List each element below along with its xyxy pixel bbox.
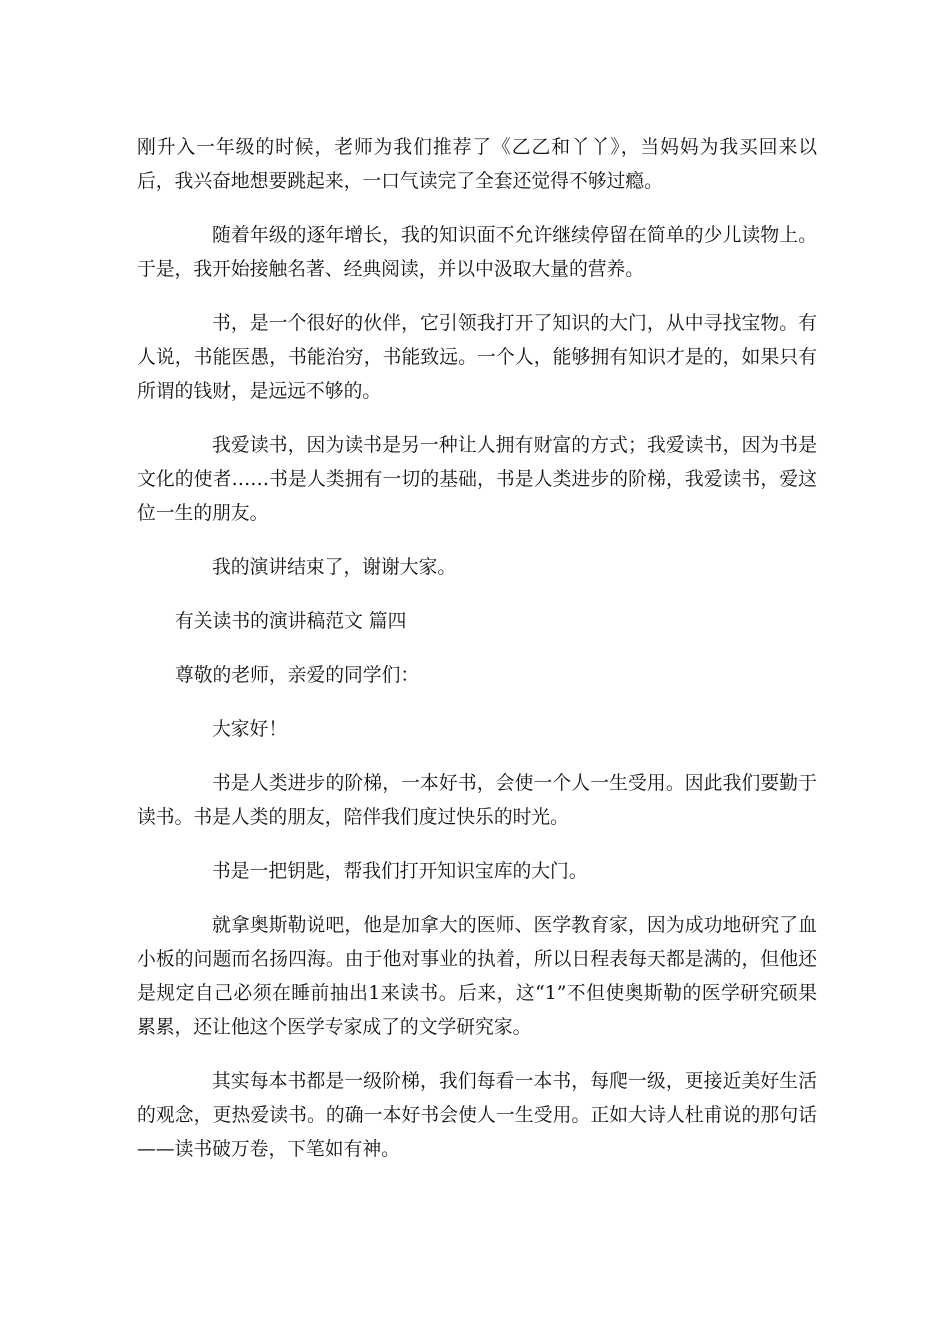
paragraph: 我的演讲结束了，谢谢大家。 [212,557,457,578]
paragraph: 书是一把钥匙，帮我们打开知识宝库的大门。 [212,861,588,882]
paragraph: 我爱读书，因为读书是另一种让人拥有财富的方式；我爱读书，因为书是文化的使者……书是人类拥有一切的基础，书是人类进步的阶梯，我爱读书，爱这位一生的朋友。 [137,435,817,524]
paragraph: 其实每本书都是一级阶梯，我们每看一本书，每爬一级，更接近美好生活的观念，更热爱读书。的确一本好书会使人一生受用。正如大诗人杜甫说的那句话——读书破万卷，下笔如有神。 [137,1071,817,1160]
salutation: 尊敬的老师，亲爱的同学们： [175,665,420,686]
paragraph: 就拿奥斯勒说吧，他是加拿大的医师、医学教育家，因为成功地研究了血小板的问题而名扬四海。由于他对事业的执着，所以日程表每天都是满的，但他还是规定自己必须在睡前抽出1来读书。后来，这“1”不但使奥斯勒的医学研究硕果累累，还让他这个医学专家成了的文学研究家。 [137,915,817,1038]
section-heading: 有关读书的演讲稿范文 篇四 [175,611,407,632]
paragraph: 书是人类进步的阶梯，一本好书，会使一个人一生受用。因此我们要勤于读书。书是人类的朋友，陪伴我们度过快乐的时光。 [137,773,817,828]
document-page [137,131,817,1187]
greeting: 大家好！ [212,719,288,740]
paragraph: 刚升入一年级的时候，老师为我们推荐了《乙乙和丫丫》，当妈妈为我买回来以后，我兴奋地想要跳起来，一口气读完了全套还觉得不够过瘾。 [137,137,817,192]
paragraph: 随着年级的逐年增长，我的知识面不允许继续停留在简单的少儿读物上。于是，我开始接触名著、经典阅读，并以中汲取大量的营养。 [137,225,817,280]
paragraph: 书，是一个很好的伙伴，它引领我打开了知识的大门，从中寻找宝物。有人说，书能医愚，书能治穷，书能致远。一个人，能够拥有知识才是的，如果只有所谓的钱财，是远远不够的。 [137,313,817,402]
